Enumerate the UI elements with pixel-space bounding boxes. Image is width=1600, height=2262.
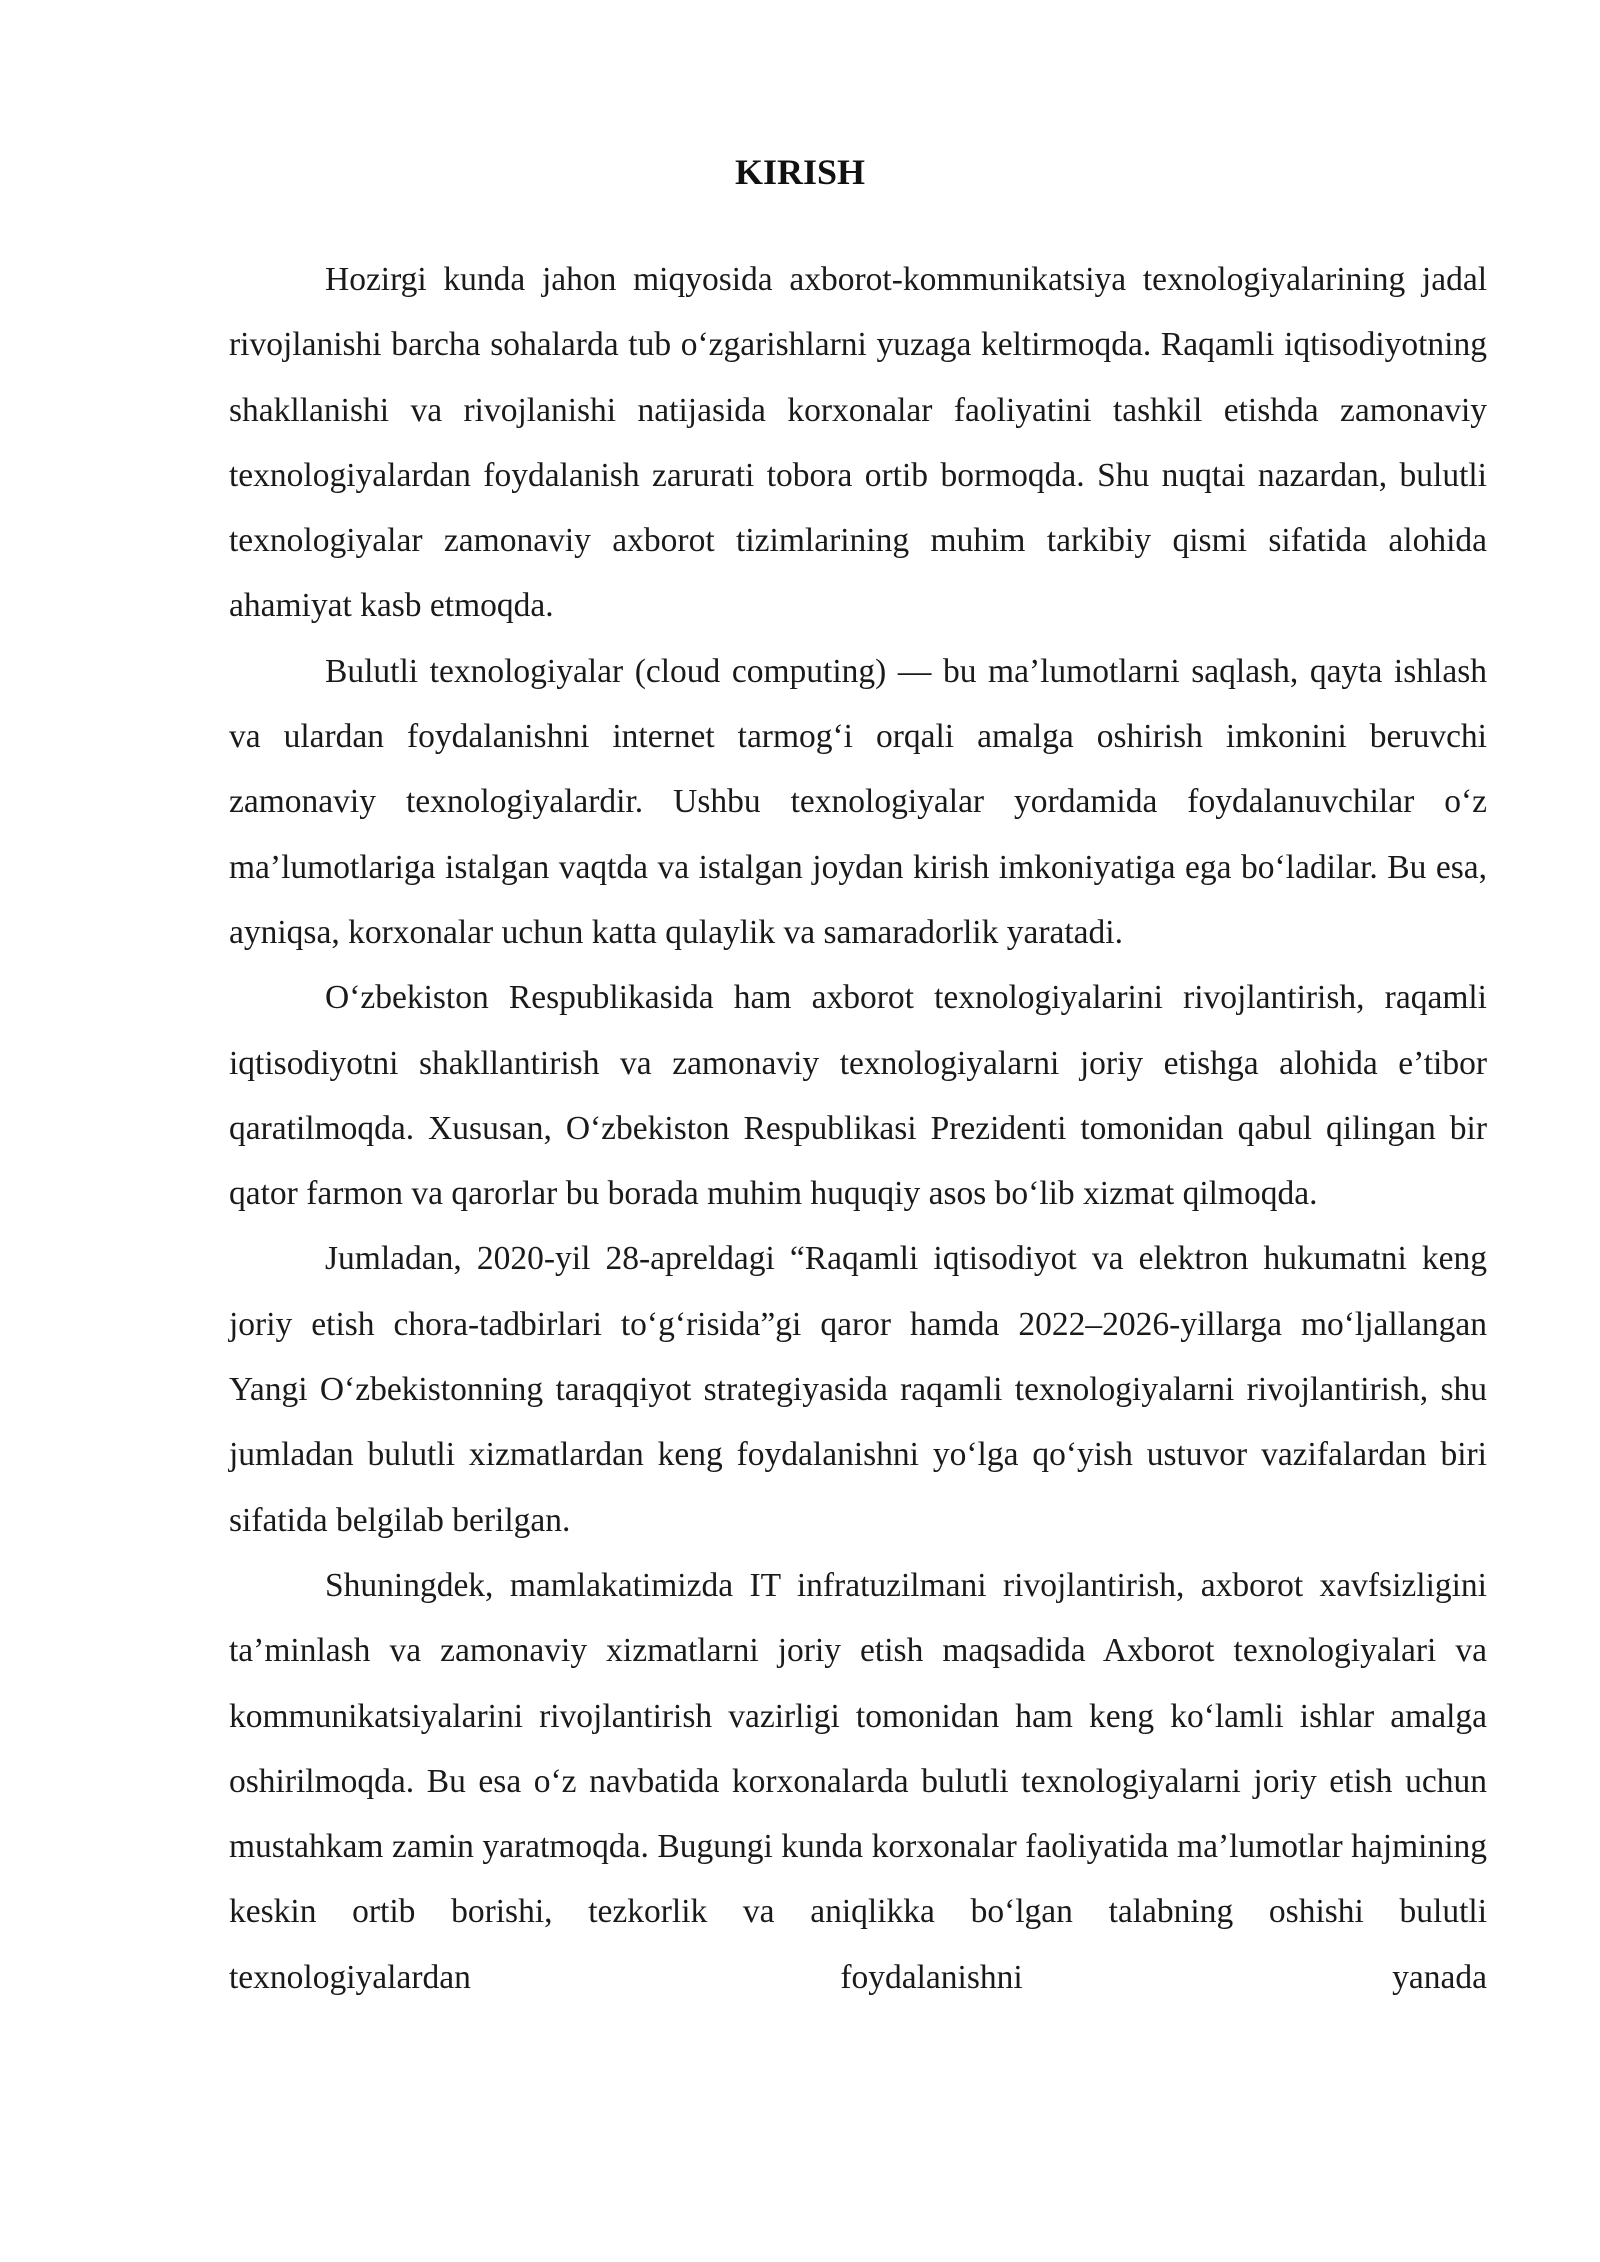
paragraph-3: O‘zbekiston Respublikasida ham axborot texnologiyalarini rivojlantirish, raqamli iqtisodiyotni shakllantirish va zamonaviy texnologiyalarni joriy etishga alohida e’tibor qaratilmoqda. Xususan, O‘zbekiston Respublikasi Prezidenti tomonidan qabul qilingan bir qator farmon va qarorlar bu borada muhim huquqiy asos bo‘lib xizmat qilmoqda.	[229, 979, 1487, 1213]
paragraph-5: Shuningdek, mamlakatimizda IT infratuzilmani rivojlantirish, axborot xavfsizligini ta’minlash va zamonaviy xizmatlarni joriy etish maqsadida Axborot texnologiyalari va kommunikatsiyalarini rivojlantirish vazirligi tomonidan ham keng ko‘lamli ishlar amalga oshirilmoqda. Bu esa o‘z navbatida korxonalarda bulutli texnologiyalarni joriy etish uchun mustahkam zamin yaratmoqda. Bugungi kunda korxonalar faoliyatida ma’lumotlar hajmining keskin ortib borishi, tezkorlik va aniqlikka bo‘lgan talabning oshishi bulutli texnologiyalardan foydalanishni yanada	[229, 1566, 1487, 1996]
page-title: KIRISH	[734, 152, 866, 192]
document-body	[229, 247, 1487, 2010]
paragraph-4: Jumladan, 2020-yil 28-apreldagi “Raqamli iqtisodiyot va elektron hukumatni keng joriy etish chora-tadbirlari to‘g‘risida”gi qaror hamda 2022–2026-yillarga mo‘ljallangan Yangi O‘zbekistonning taraqqiyot strategiyasida raqamli texnologiyalarni rivojlantirish, shu jumladan bulutli xizmatlardan keng foydalanishni yo‘lga qo‘yish ustuvor vazifalardan biri sifatida belgilab berilgan.	[229, 1240, 1487, 1539]
paragraph-2: Bulutli texnologiyalar (cloud computing) — bu ma’lumotlarni saqlash, qayta ishlash va ulardan foydalanishni internet tarmog‘i orqali amalga oshirish imkonini beruvchi zamonaviy texnologiyalardir. Ushbu texnologiyalar yordamida foydalanuvchilar o‘z ma’lumotlariga istalgan vaqtda va istalgan joydan kirish imkoniyatiga ega bo‘ladilar. Bu esa, ayniqsa, korxonalar uchun katta qulaylik va samaradorlik yaratadi.	[229, 652, 1487, 951]
paragraph-1: Hozirgi kunda jahon miqyosida axborot-kommunikatsiya texnologiyalarining jadal rivojlanishi barcha sohalarda tub o‘zgarishlarni yuzaga keltirmoqda. Raqamli iqtisodiyotning shakllanishi va rivojlanishi natijasida korxonalar faoliyatini tashkil etishda zamonaviy texnologiyalardan foydalanish zarurati tobora ortib bormoqda. Shu nuqtai nazardan, bulutli texnologiyalar zamonaviy axborot tizimlarining muhim tarkibiy qismi sifatida alohida ahamiyat kasb etmoqda.	[229, 261, 1487, 625]
